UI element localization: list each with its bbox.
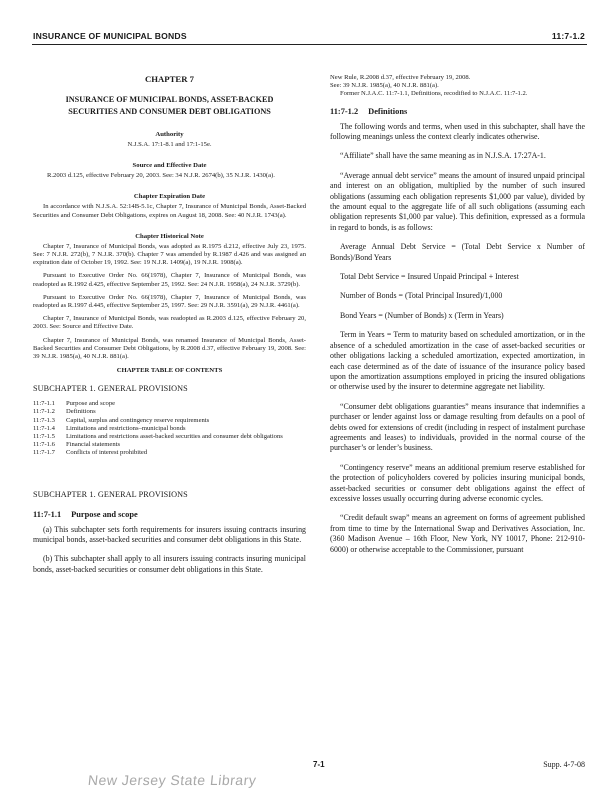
toc-item[interactable] bbox=[33, 433, 306, 441]
toc-item-title: Financial statements bbox=[66, 441, 121, 449]
definition-credit-default-swap: “Credit default swap” means an agreement on forms of agreement published from time to time by the International Swap and Derivatives Association, Inc. (360 Madison Avenue – 16th Floor, New York, NY 10017, Phone: 212-910-6000) or otherwise acceptable to the Commissioner, pursuant bbox=[330, 513, 585, 554]
definition-contingency-reserve: “Contingency reserve” means an additional premium reserve established for the protection of policyholders covered by policies insuring municipal bonds, asset-backed securities or consumer debt obligations against the effect of excessive losses usually occurring during adverse economic cycles. bbox=[330, 462, 585, 503]
section-history-note bbox=[330, 74, 585, 99]
history-note: Chapter 7, Insurance of Municipal Bonds, was renamed Insurance of Municipal Bonds, Asset-Backed Securities and Consumer Debt Obligations, by R.2008 d.37, effective February 19, 2008. See: 39 N.J.R. 1985(a), 40 N.J.R. 881(a). bbox=[33, 336, 306, 361]
toc-item-number: 11:7-1.7 bbox=[33, 449, 55, 457]
toc-item[interactable] bbox=[33, 441, 306, 449]
supplement-date: Supp. 4-7-08 bbox=[543, 760, 585, 769]
header-rule bbox=[32, 44, 587, 45]
toc-item-number: 11:7-1.4 bbox=[33, 424, 55, 432]
page-number: 7-1 bbox=[313, 760, 325, 769]
table-of-contents bbox=[33, 400, 306, 457]
history-note: Pursuant to Executive Order No. 66(1978), Chapter 7, Insurance of Municipal Bonds, was readopted as R.1997 d.445, effective September 25, 1997. See: 29 N.J.R. 3591(a), 29 N.J.R. 4461(a). bbox=[33, 293, 306, 310]
right-column bbox=[330, 74, 585, 564]
toc-item-number: 11:7-1.5 bbox=[33, 433, 55, 441]
definition-average-debt: “Average annual debt service” means the amount of insured unpaid principal and interest on an obligation, multiplied by the number of such insured obligations (assuming each obligation represents $1,000 par value), divided by the amount equal to the aggregate life of all such obligations (assuming each obligation represents $1,000 par value). This definition, expressed as a formula in regard to bonds, is as follows: bbox=[330, 170, 585, 232]
history-line: Former N.J.A.C. 11:7-1.1, Definitions, recodified to N.J.A.C. 11:7-1.2. bbox=[340, 90, 528, 98]
paragraph-a: (a) This subchapter sets forth requirements for insurers issuing contracts insuring municipal bonds, asset-backed securities and consumer debt obligations in this State. bbox=[33, 524, 306, 545]
section-name: Purpose and scope bbox=[71, 509, 138, 519]
toc-item-title: Limitations and restrictions asset-backed securities and consumer debt obligations bbox=[66, 433, 283, 441]
subchapter-heading: SUBCHAPTER 1. GENERAL PROVISIONS bbox=[33, 489, 188, 499]
history-note: Chapter 7, Insurance of Municipal Bonds, was adopted as R.1975 d.212, effective July 23, 1975. See: 7 N.J.R. 272(b), 7 N.J.R. 370(b). Chapter 7 was amended by R.1987 d.426 and was assigned an expiration date of October 19, 1992. See: 19 N.J.R. 1409(a), 19 N.J.R. 1908(a). bbox=[33, 242, 306, 267]
source-text: R.2003 d.125, effective February 20, 2003. See: 34 N.J.R. 2674(b), 35 N.J.R. 1430(a). bbox=[47, 172, 275, 180]
chapter-subtitle: INSURANCE OF MUNICIPAL BONDS, ASSET-BACKED SECURITIES AND CONSUMER DEBT OBLIGATIONS bbox=[65, 95, 274, 116]
toc-item-number: 11:7-1.1 bbox=[33, 400, 55, 408]
toc-item[interactable] bbox=[33, 425, 306, 433]
toc-item-number: 11:7-1.6 bbox=[33, 441, 55, 449]
section-title bbox=[33, 510, 306, 519]
toc-item-number: 11:7-1.2 bbox=[33, 408, 55, 416]
section-title bbox=[330, 107, 585, 116]
toc-item-title: Purpose and scope bbox=[66, 400, 116, 408]
toc-subchapter: SUBCHAPTER 1. GENERAL PROVISIONS bbox=[33, 384, 188, 394]
running-header-title: INSURANCE OF MUNICIPAL BONDS bbox=[33, 31, 187, 41]
formula-average: Average Annual Debt Service = (Total Debt Service x Number of Bonds)/Bond Years bbox=[330, 242, 585, 262]
section-number: 11:7-1.2 bbox=[330, 106, 359, 116]
authority-text: N.J.S.A. 17:1-8.1 and 17:1-15e. bbox=[127, 141, 212, 148]
toc-item-title: Limitations and restrictions–municipal bonds bbox=[66, 424, 186, 432]
history-note: Chapter 7, Insurance of Municipal Bonds, was readopted as R.2003 d.125, effective February 20, 2003. See: Source and Effective Date. bbox=[33, 315, 306, 331]
paragraph-b: (b) This subchapter shall apply to all insurers issuing contracts insuring municipal bonds, asset-backed securities or consumer debt obligations in this State. bbox=[33, 554, 306, 574]
definitions-intro: The following words and terms, when used in this subchapter, shall have the following meanings unless the context clearly indicates otherwise. bbox=[330, 121, 585, 142]
definition-consumer-debt: “Consumer debt obligations guaranties” means insurance that indemnifies a purchaser or lender against loss or damage resulting from defaults on a pool of debts owed for extensions of credit (including in respect of instalment purchase agreements and leases) to individuals, provided in the normal course of the purchaser’s or lender’s business. bbox=[330, 401, 585, 453]
history-line: See: 39 N.J.R. 1985(a), 40 N.J.R. 881(a). bbox=[330, 82, 439, 90]
formula-bond-years: Bond Years = (Number of Bonds) x (Term in Years) bbox=[340, 310, 504, 320]
authority-heading: Authority bbox=[155, 131, 184, 138]
definition-affiliate: “Affiliate” shall have the same meaning as in N.J.S.A. 17:27A-1. bbox=[340, 151, 546, 161]
toc-item-title: Definitions bbox=[66, 408, 96, 416]
toc-item[interactable] bbox=[33, 417, 306, 425]
source-heading: Source and Effective Date bbox=[132, 162, 207, 170]
expiration-text: In accordance with N.J.S.A. 52:14B-5.1c, Chapter 7, Insurance of Municipal Bonds, Asset-Backed Securities and Consumer Debt Obligations, expires on August 18, 2008. See: 40 N.J.R. 1743(a). bbox=[33, 203, 306, 219]
history-heading: Chapter Historical Note bbox=[135, 232, 204, 240]
left-column bbox=[33, 74, 306, 584]
section-number: 11:7-1.1 bbox=[33, 509, 62, 519]
history-line: New Rule, R.2008 d.37, effective February 19, 2008. bbox=[330, 74, 471, 81]
toc-item-title: Conflicts of interest prohibited bbox=[66, 449, 148, 457]
chapter-title: CHAPTER 7 bbox=[145, 74, 194, 84]
toc-item-title: Capital, surplus and contingency reserve requirements bbox=[66, 416, 210, 424]
library-watermark: New Jersey State Library bbox=[87, 772, 258, 788]
toc-heading: CHAPTER TABLE OF CONTENTS bbox=[116, 367, 223, 375]
expiration-heading: Chapter Expiration Date bbox=[133, 193, 206, 201]
toc-item[interactable] bbox=[33, 449, 306, 457]
section-name: Definitions bbox=[368, 106, 408, 116]
toc-item[interactable] bbox=[33, 400, 306, 408]
definition-term-years: Term in Years = Term to maturity based on scheduled amortization, or in the absence of a scheduled amortization in the case of asset-backed securities or other obligations lacking a scheduled amortization, expected amortization, in each case determined as of the date of issuance of the insurance policy based upon the amortization assumptions employed in pricing the insured obligations or otherwise used by the insurer to determine aggregate net liability. bbox=[330, 330, 585, 392]
formula-total: Total Debt Service = Insured Unpaid Principal + Interest bbox=[340, 272, 519, 282]
formula-bonds: Number of Bonds = (Total Principal Insured)/1,000 bbox=[340, 291, 503, 301]
toc-item[interactable] bbox=[33, 408, 306, 416]
history-note: Pursuant to Executive Order No. 66(1978), Chapter 7, Insurance of Municipal Bonds, was readopted as R.1992 d.425, effective September 25, 1992. See: 24 N.J.R. 1958(a), 24 N.J.R. 3729(b). bbox=[33, 272, 306, 288]
running-header-section: 11:7-1.2 bbox=[551, 31, 585, 41]
toc-item-number: 11:7-1.3 bbox=[33, 416, 55, 424]
